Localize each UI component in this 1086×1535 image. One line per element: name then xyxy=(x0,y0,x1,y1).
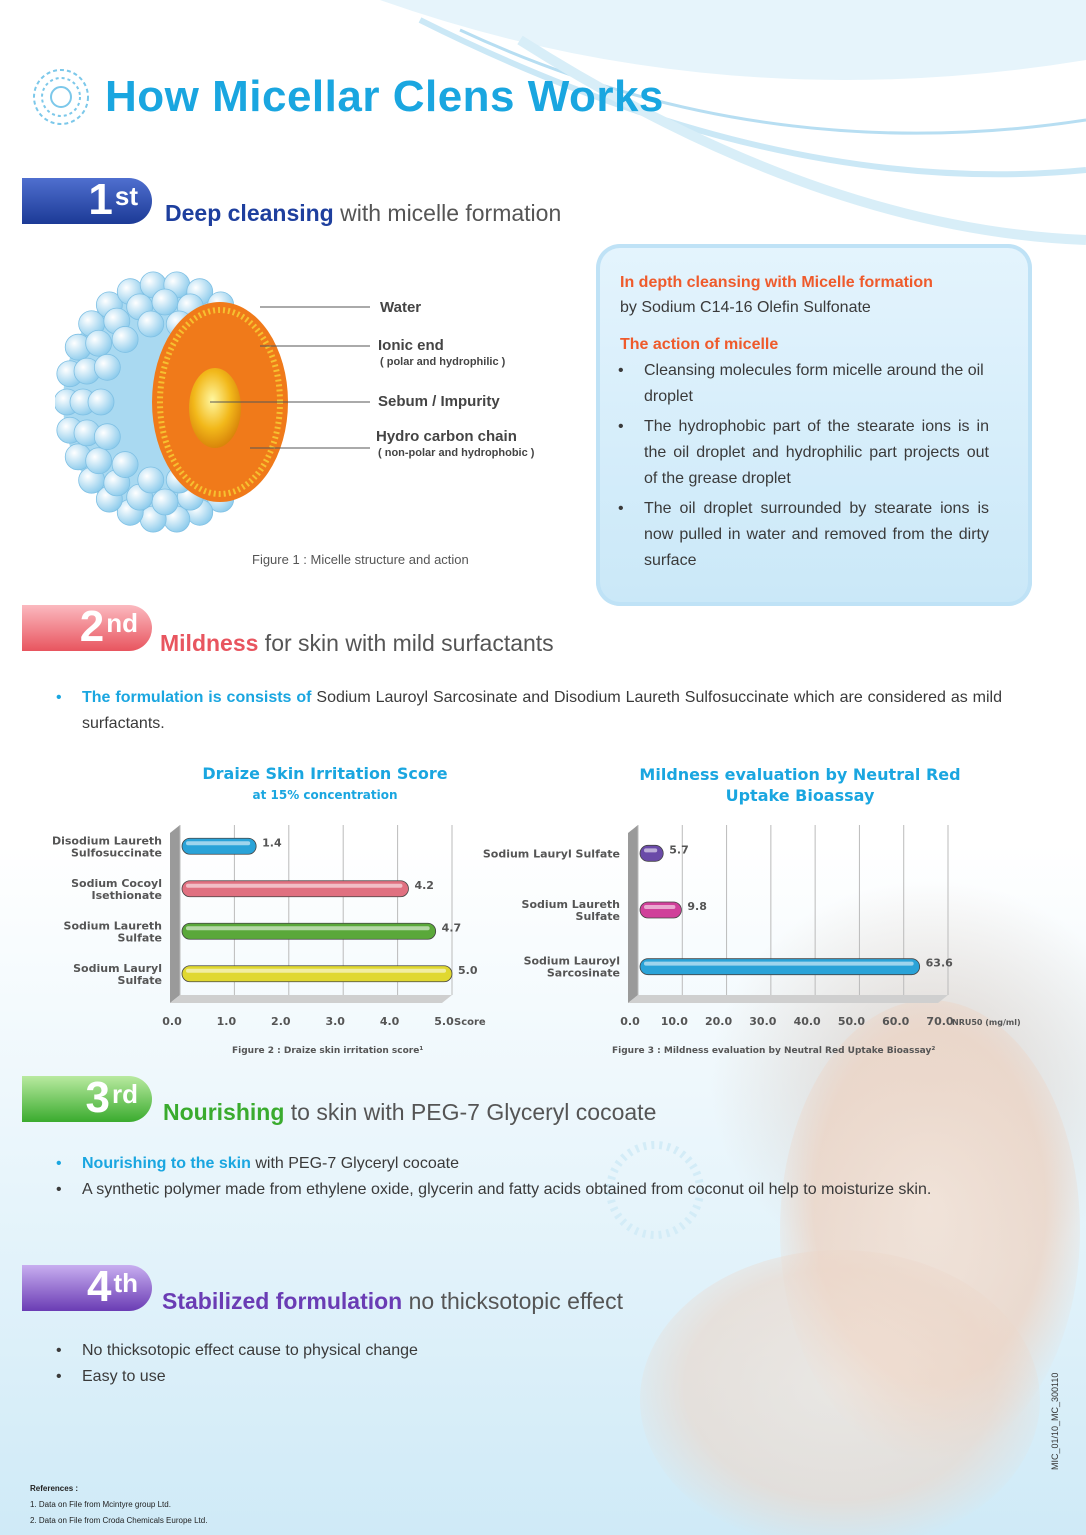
mild-bullet: • The formulation is consists of Sodium Lauroyl Sarcosinate and Disodium Laureth Sulfosuccinate which are considered as mild surfactants. xyxy=(56,689,1003,732)
chart-floor xyxy=(170,995,452,1003)
label-ionic-sub: ( polar and hydrophilic ) xyxy=(380,356,506,368)
category-label: Sarcosinate xyxy=(546,966,620,980)
bar xyxy=(640,845,663,861)
label-water: Water xyxy=(380,299,422,316)
x-tick-label: 4.0 xyxy=(379,1015,400,1028)
x-tick-label: 50.0 xyxy=(837,1015,865,1028)
chart-1 xyxy=(20,815,500,1035)
x-tick-label: 5.0 xyxy=(434,1015,454,1028)
figure-3-caption: Figure 3 : Mildness evaluation by Neutral Red Uptake Bioassay² xyxy=(612,1046,936,1056)
x-tick-label: 40.0 xyxy=(793,1015,821,1028)
label-hydro-carbon: Hydro carbon chain xyxy=(376,428,517,445)
category-label: Sodium Lauryl Sulfate xyxy=(482,847,620,861)
reference-1: 1. Data on File from Mcintyre group Ltd. xyxy=(30,1500,171,1509)
label-ionic-end: Ionic end xyxy=(378,337,444,354)
x-axis-label: Score xyxy=(454,1017,486,1028)
figure-2-caption: Figure 2 : Draize skin irritation score¹ xyxy=(232,1046,424,1056)
x-tick-label: 0.0 xyxy=(620,1015,640,1028)
bar xyxy=(182,838,256,854)
x-tick-label: 30.0 xyxy=(749,1015,777,1028)
bar-highlight xyxy=(186,926,430,930)
data-label: 4.2 xyxy=(414,878,434,892)
label-hydro-sub: ( non-polar and hydrophobic ) xyxy=(378,447,535,459)
bar xyxy=(182,966,452,982)
reference-2: 2. Data on File from Croda Chemicals Europe Ltd. xyxy=(30,1516,208,1525)
chart-wall xyxy=(628,825,638,1003)
x-tick-label: 1.0 xyxy=(216,1015,237,1028)
category-label: Sulfate xyxy=(575,910,620,923)
x-tick-label: 2.0 xyxy=(271,1015,291,1028)
info-bullet-1: • Cleansing molecules form micelle around the oil droplet xyxy=(618,362,984,405)
chart-floor xyxy=(628,995,948,1003)
section-1-heading: Deep cleansing with micelle formation xyxy=(165,200,562,226)
chart-1-title: Draize Skin Irritation Score xyxy=(202,764,448,783)
data-label: 1.4 xyxy=(262,836,282,850)
section-1-badge: 1st xyxy=(22,178,152,224)
references-heading: References : xyxy=(30,1484,79,1493)
section-3-badge: 3rd xyxy=(22,1076,152,1122)
category-label: Disodium Laureth xyxy=(51,834,162,848)
bar xyxy=(182,923,436,939)
x-tick-label: 20.0 xyxy=(705,1015,733,1028)
micelle-logo-icon xyxy=(30,66,92,128)
nourish-bullet-2: • A synthetic polymer made from ethylene oxide, glycerin and fatty acids obtained from coconut oil help to moisturize skin. xyxy=(56,1181,932,1198)
chart-2 xyxy=(470,815,1050,1035)
stable-bullet-1: • No thicksotopic effect cause to physical change xyxy=(56,1342,418,1359)
info-bullet-3: • The oil droplet surrounded by stearate ions is now pulled in water and removed from the dirty surface xyxy=(618,500,989,569)
x-tick-label: 10.0 xyxy=(660,1015,688,1028)
data-label: 4.7 xyxy=(441,921,462,935)
section-4-heading: Stabilized formulation no thicksotopic effect xyxy=(162,1288,623,1314)
category-label: Sodium Laureth xyxy=(521,898,620,911)
bar-highlight xyxy=(644,905,675,909)
bar-highlight xyxy=(186,969,446,973)
category-label: Sodium Lauryl xyxy=(73,961,162,975)
data-label: 5.7 xyxy=(669,843,689,857)
chart-2-title: Mildness evaluation by Neutral Red Uptake Bioassay xyxy=(639,765,961,805)
document-code: MIC_01/10_MC_300110 xyxy=(1050,1372,1060,1470)
bar-highlight xyxy=(644,848,657,852)
category-label: Sodium Lauroyl xyxy=(523,954,620,968)
section-2-heading: Mildness for skin with mild surfactants xyxy=(160,630,554,656)
nourish-bullet-1: • Nourishing to the skin with PEG-7 Glyceryl cocoate xyxy=(56,1155,459,1172)
data-label: 63.6 xyxy=(925,956,953,970)
info-bullet-2: • The hydrophobic part of the stearate ions is in the oil droplet and hydrophilic part projects out of the grease droplet xyxy=(618,418,989,487)
micelle-diagram xyxy=(55,270,595,570)
info-sub-1: by Sodium C14-16 Olefin Sulfonate xyxy=(620,299,871,316)
category-label: Sulfate xyxy=(117,973,162,987)
bar-highlight xyxy=(644,962,914,966)
category-label: Sulfate xyxy=(117,931,162,945)
category-label: Isethionate xyxy=(91,888,162,902)
info-heading-1: In depth cleansing with Micelle formation xyxy=(620,274,933,291)
bar-highlight xyxy=(186,884,402,888)
x-tick-label: 60.0 xyxy=(882,1015,910,1028)
category-label: Sodium Laureth xyxy=(63,919,162,933)
chart-wall xyxy=(170,825,180,1003)
data-label: 5.0 xyxy=(458,963,478,977)
micelle-info-box xyxy=(596,244,1032,606)
bar xyxy=(640,959,920,975)
x-tick-label: 70.0 xyxy=(926,1015,954,1028)
chart-1-subtitle: at 15% concentration xyxy=(252,788,398,802)
data-label: 9.8 xyxy=(687,900,707,913)
category-label: Sodium Cocoyl xyxy=(71,876,162,890)
bar-highlight xyxy=(186,841,250,845)
x-tick-label: 0.0 xyxy=(162,1015,182,1028)
section-3-heading: Nourishing to skin with PEG-7 Glyceryl cocoate xyxy=(163,1099,657,1125)
x-axis-label: NRU50 (mg/ml) xyxy=(952,1018,1021,1027)
bar xyxy=(640,902,681,918)
figure-1-caption: Figure 1 : Micelle structure and action xyxy=(252,552,469,567)
bar xyxy=(182,881,408,897)
stable-bullet-2: • Easy to use xyxy=(56,1368,166,1385)
label-sebum: Sebum / Impurity xyxy=(378,393,500,410)
section-2-badge: 2nd xyxy=(22,605,152,651)
x-tick-label: 3.0 xyxy=(325,1015,345,1028)
category-label: Sulfosuccinate xyxy=(70,846,162,860)
section-4-badge: 4th xyxy=(22,1265,152,1311)
info-heading-2: The action of micelle xyxy=(620,336,779,353)
page-title: How Micellar Clens Works xyxy=(105,72,664,121)
